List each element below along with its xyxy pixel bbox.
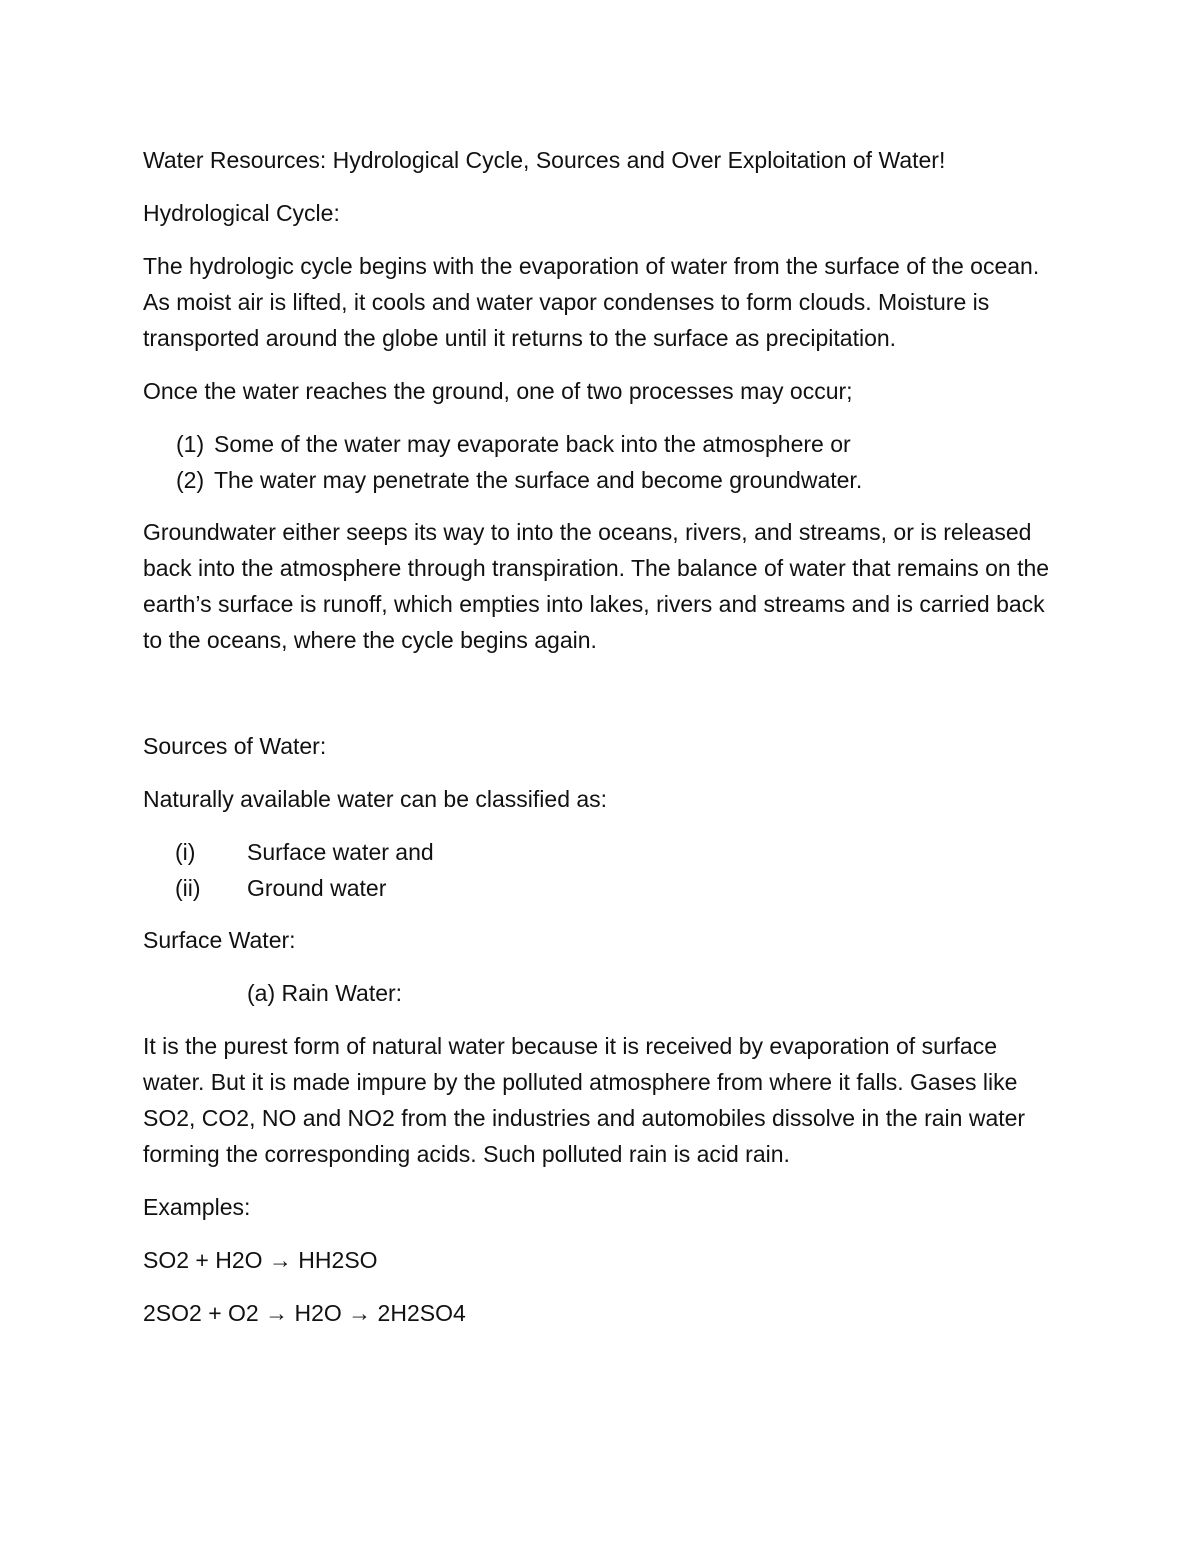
hydrological-cycle-heading: Hydrological Cycle:: [143, 200, 340, 226]
sources-list: [143, 834, 1063, 906]
list-item: [143, 834, 1063, 870]
equation-1: SO2 + H2O → HH2SO: [143, 1247, 378, 1273]
list-item: [143, 426, 1063, 462]
hydrological-cycle-paragraph-1: The hydrologic cycle begins with the evaporation of water from the surface of the ocean. As moist air is lifted, it cools and water vapor condenses to form clouds. Moisture is transported around the globe until it returns to the surface as precipitation.: [143, 253, 1040, 351]
list-item-text: Some of the water may evaporate back into the atmosphere or: [214, 431, 851, 457]
examples-heading: Examples:: [143, 1194, 251, 1220]
list-item: [143, 870, 1063, 906]
sources-intro: Naturally available water can be classified as:: [143, 786, 608, 812]
sources-heading: Sources of Water:: [143, 733, 327, 759]
surface-water-heading: Surface Water:: [143, 927, 296, 953]
list-marker: (2): [176, 467, 205, 493]
list-item: [143, 462, 1063, 498]
list-marker: (i): [175, 839, 196, 865]
document-title: Water Resources: Hydrological Cycle, Sources and Over Exploitation of Water!: [143, 147, 946, 173]
hydrological-cycle-paragraph-3: Groundwater either seeps its way to into the oceans, rivers, and streams, or is released back into the atmosphere through transpiration. The balance of water that remains on the earth’s surface is runoff, which empties into lakes, rivers and streams and is carried back to the oceans, where the cycle begins again.: [143, 519, 1050, 653]
rain-water-paragraph: It is the purest form of natural water because it is received by evaporation of surface water. But it is made impure by the polluted atmosphere from where it falls. Gases like SO2, CO2, NO and NO2 from the industries and automobiles dissolve in the rain water forming the corresponding acids. Such polluted rain is acid rain.: [143, 1033, 1026, 1167]
document-body: [143, 142, 1063, 1348]
list-marker: (ii): [175, 875, 201, 901]
equation-2: 2SO2 + O2 → H2O → 2H2SO4: [143, 1300, 466, 1326]
list-item-text: Ground water: [247, 875, 387, 901]
process-list: [143, 426, 1063, 498]
list-item-text: Surface water and: [247, 839, 434, 865]
list-item-text: The water may penetrate the surface and become groundwater.: [214, 467, 863, 493]
rain-water-heading: (a) Rain Water:: [247, 980, 403, 1006]
list-marker: (1): [176, 431, 205, 457]
hydrological-cycle-paragraph-2: Once the water reaches the ground, one of two processes may occur;: [143, 378, 853, 404]
